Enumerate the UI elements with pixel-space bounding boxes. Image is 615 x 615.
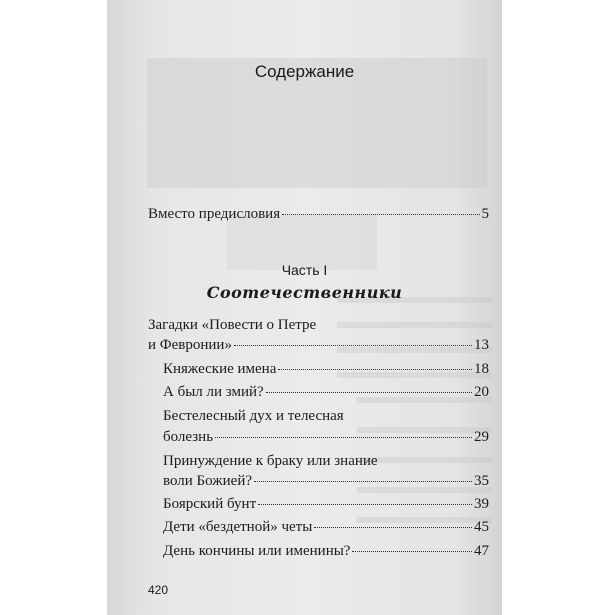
leader-dots [234, 345, 472, 346]
toc-entry-page: 39 [474, 496, 489, 512]
toc-entry-page: 29 [474, 429, 489, 445]
part-title: Соотечественники [206, 283, 403, 302]
toc-entry-front [148, 205, 489, 223]
part-label: Часть I [281, 262, 328, 278]
toc-entry-title: Боярский бунт [163, 496, 257, 512]
toc-subentry [163, 518, 489, 536]
toc-subentry [163, 495, 489, 513]
leader-dots [266, 392, 472, 393]
toc-entry-main [148, 336, 489, 354]
toc-entry-title: и Февронии» [148, 337, 232, 353]
toc-entry-title: А был ли змий? [163, 384, 264, 400]
toc-entry-title: воли Божией? [163, 473, 253, 489]
toc-subentry-line1: Бестелесный дух и телесная [163, 408, 344, 424]
toc-entry-page: 20 [474, 384, 489, 400]
leader-dots [258, 504, 472, 505]
leader-dots [314, 527, 472, 528]
leader-dots [254, 481, 472, 482]
toc-entry-page: 47 [474, 543, 489, 559]
toc-entry-title: День кончины или именины? [163, 543, 351, 559]
leader-dots [352, 551, 472, 552]
toc-entry-title: Дети «бездетной» четы [163, 519, 313, 535]
toc-entry-title: болезнь [163, 429, 214, 445]
leader-dots [282, 214, 479, 215]
toc-subentry [163, 428, 489, 446]
toc-entry-main-line1: Загадки «Повести о Петре [148, 317, 317, 333]
toc-entry-page: 35 [474, 473, 489, 489]
toc-subentry [163, 360, 489, 378]
toc-subentry-line1: Принуждение к браку или знание [163, 453, 378, 469]
toc-entry-page: 18 [474, 361, 489, 377]
leader-dots [278, 369, 472, 370]
toc-entry-title: Вместо предисловия [148, 206, 281, 222]
book-page [107, 0, 502, 615]
page-title: Содержание [254, 62, 355, 81]
page-number: 420 [148, 583, 169, 597]
toc-entry-page: 13 [474, 337, 489, 353]
toc-subentry [163, 542, 489, 560]
toc-entry-title: Княжеские имена [163, 361, 277, 377]
leader-dots [215, 437, 472, 438]
toc-entry-page: 5 [481, 206, 489, 222]
toc-entry-page: 45 [474, 519, 489, 535]
toc-subentry [163, 383, 489, 401]
toc-subentry [163, 472, 489, 490]
